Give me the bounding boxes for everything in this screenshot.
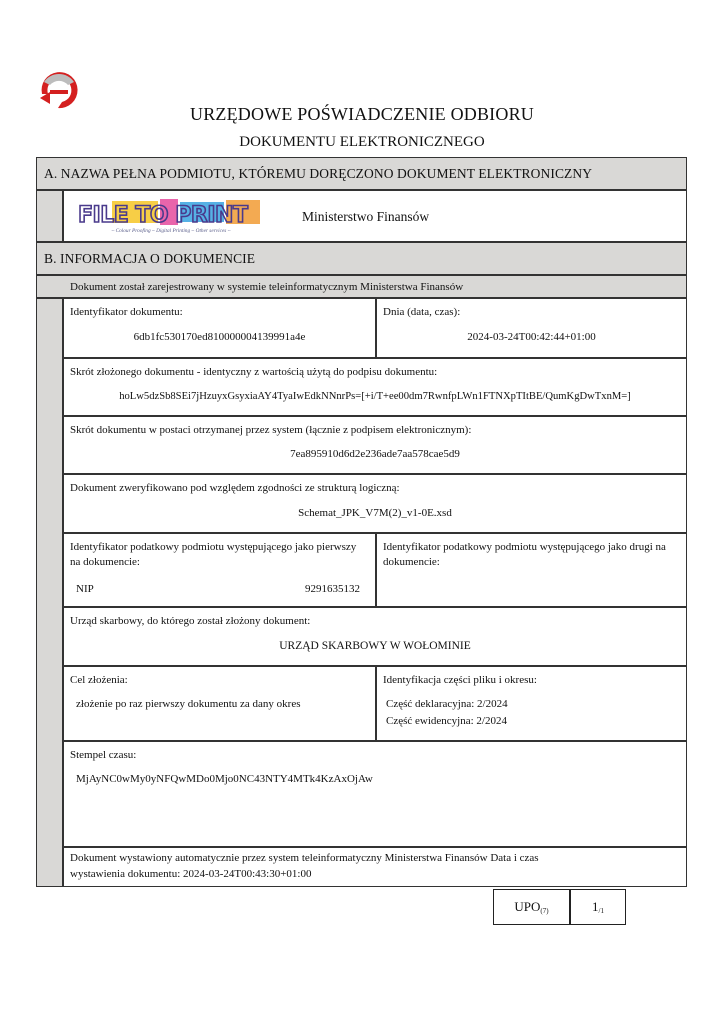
section-a-heading: A. NAZWA PEŁNA PODMIOTU, KTÓREMU DORĘCZONO DOKUMENT ELEKTRONICZNY: [44, 166, 593, 181]
form-version: (7): [540, 907, 549, 915]
hash-value: hoLw5dzSb8SEi7jHzuyxGsyxiaAY4TyaIwEdkNNnrPs=[+i/T+ee00dm7RwnfpLWn1FTNXpTItBE/QumKgDwTxnM=]: [119, 391, 631, 402]
issued-line-1: Dokument wystawiony automatycznie przez system teleinformatyczny Ministerstwa Finansów Data i czas: [70, 852, 539, 864]
issued-line-2: wystawienia dokumentu: 2024-03-24T00:43:30+01:00: [70, 868, 312, 880]
purpose-label: Cel złożenia:: [70, 674, 128, 686]
section-b-indent: [36, 298, 63, 887]
form-code-text: UPO: [514, 899, 541, 914]
logo-text: FILE TO PRINT: [78, 203, 248, 228]
hash-label: Skrót złożonego dokumentu - identyczny z wartością użytą do podpisu dokumentu:: [70, 366, 438, 378]
registered-note: Dokument został zarejestrowany w systemie teleinformatycznym Ministerstwa Finansów: [70, 281, 464, 293]
date-label: Dnia (data, czas):: [383, 306, 461, 318]
part-declaration: Część deklaracyjna: 2/2024: [386, 698, 508, 710]
page-number: [570, 899, 626, 915]
doc-id-label: Identyfikator dokumentu:: [70, 306, 183, 318]
section-b-heading: B. INFORMACJA O DOKUMENCIE: [44, 251, 256, 266]
document-subtitle: DOKUMENTU ELEKTRONICZNEGO: [239, 134, 485, 150]
tax-id1-value: 9291635132: [305, 583, 360, 595]
schema-value: Schemat_JPK_V7M(2)_v1-0E.xsd: [298, 507, 452, 519]
timestamp-cell: [63, 741, 687, 847]
tax-id1-label: Identyfikator podatkowy podmiotu występującego jako pierwszy na dokumencie:: [70, 541, 357, 568]
page-current: 1: [592, 899, 599, 914]
purpose-value: złożenie po raz pierwszy dokumentu za dany okres: [76, 698, 301, 710]
part-records: Część ewidencyjna: 2/2024: [386, 715, 507, 727]
page-total: /1: [598, 907, 604, 915]
file-parts-label: Identyfikacja części pliku i okresu:: [383, 674, 537, 686]
recipient-name: Ministerstwo Finansów: [302, 209, 430, 224]
tax-id2-label: Identyfikator podatkowy podmiotu występującego jako drugi na dokumencie:: [383, 541, 666, 568]
received-hash-label: Skrót dokumentu w postaci otrzymanej przez system (łącznie z podpisem elektronicznym):: [70, 424, 472, 436]
form-code: [493, 899, 570, 915]
doc-id-value: 6db1fc530170ed810000004139991a4e: [133, 331, 306, 343]
received-hash-value: 7ea895910d6d2e236ade7aa578cae5d9: [290, 448, 460, 460]
section-a-indent: [36, 190, 63, 242]
schema-label: Dokument zweryfikowano pod względem zgodności ze strukturą logiczną:: [70, 482, 400, 494]
date-value: 2024-03-24T00:42:44+01:00: [467, 331, 596, 343]
logo-tagline: ~ Colour Proofing ~ Digital Printing ~ Other services ~: [111, 228, 231, 234]
tax-office-value: URZĄD SKARBOWY W WOŁOMINIE: [279, 640, 471, 652]
timestamp-label: Stempel czasu:: [70, 749, 137, 761]
tax-office-label: Urząd skarbowy, do którego został złożony dokument:: [70, 615, 311, 627]
document-title: URZĘDOWE POŚWIADCZENIE ODBIORU: [190, 104, 534, 124]
timestamp-value: MjAyNC0wMy0yNFQwMDo0Mjo0NC43NTY4MTk4KzAxOjAw: [76, 773, 373, 785]
tax-id1-type: NIP: [76, 583, 94, 595]
